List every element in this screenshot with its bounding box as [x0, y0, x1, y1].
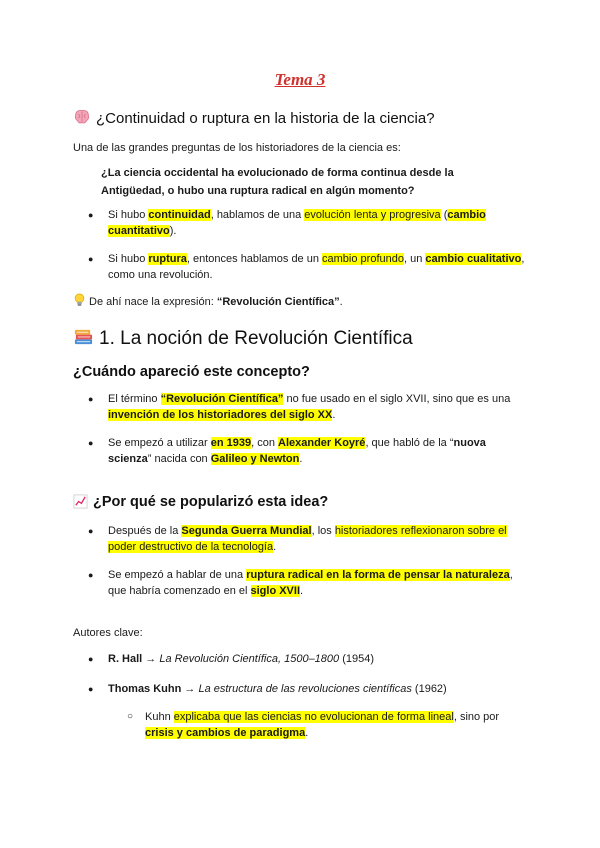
- key-question: ¿La ciencia occidental ha evolucionado de forma continua desde la Antigüedad, o hubo una ruptura radical en algún momento?: [101, 167, 454, 197]
- authors-label: Autores clave:: [73, 627, 143, 639]
- bullet-dot: ●: [88, 438, 94, 448]
- subheading-why: [73, 494, 328, 510]
- bullet-dot: ●: [88, 254, 94, 264]
- lightbulb-icon: [73, 293, 86, 307]
- sub-bullet-circle: ○: [127, 711, 134, 722]
- bullet-dot: ●: [88, 684, 94, 694]
- bullet-dot: ●: [88, 394, 94, 404]
- list-item: Si hubo continuidad, hablamos de una evolución lenta y progresiva (cambio cuantitativo).: [108, 209, 486, 237]
- section-heading-text: 1. La noción de Revolución Científica: [99, 328, 413, 349]
- list-item: Se empezó a utilizar en 1939, con Alexander Koyré, que habló de la “nuova scienza” nacida con Galileo y Newton.: [108, 437, 486, 465]
- intro-paragraph: Una de las grandes preguntas de los historiadores de la ciencia es:: [73, 142, 401, 154]
- brain-icon: [73, 108, 91, 126]
- list-item: R. Hall → La Revolución Científica, 1500–1800 (1954): [108, 653, 375, 665]
- subheading-when: ¿Cuándo apareció este concepto?: [73, 364, 310, 380]
- bullet-dot: ●: [88, 570, 94, 580]
- list-item: Se empezó a hablar de una ruptura radical en la forma de pensar la naturaleza, que habría comenzado en el siglo XVII.: [108, 569, 513, 597]
- bullet-dot: ●: [88, 654, 94, 664]
- list-item: Thomas Kuhn → La estructura de las revoluciones científicas (1962): [108, 683, 447, 695]
- conclusion-line: De ahí nace la expresión: “Revolución Científica”.: [73, 293, 543, 310]
- chart-increasing-icon: [73, 494, 88, 509]
- sub-list-item: Kuhn explicaba que las ciencias no evolucionan de forma lineal, sino por crisis y cambios de paradigma.: [145, 711, 500, 739]
- bullet-dot: ●: [88, 526, 94, 536]
- section-heading-continuity: [73, 108, 435, 127]
- list-item: Si hubo ruptura, entonces hablamos de un cambio profundo, un cambio cualitativo, como una revolución.: [108, 253, 525, 281]
- section-heading-text: ¿Continuidad o ruptura en la historia de la ciencia?: [96, 110, 435, 127]
- subheading-text: ¿Por qué se popularizó esta idea?: [93, 494, 329, 510]
- bullet-dot: ●: [88, 210, 94, 220]
- books-icon: [73, 326, 94, 347]
- list-item: El término “Revolución Científica” no fue usado en el siglo XVII, sino que es una invención de los historiadores del siglo XX.: [108, 393, 511, 421]
- section-heading-revolution: [73, 326, 413, 350]
- list-item: Después de la Segunda Guerra Mundial, los historiadores reflexionaron sobre el poder destructivo de la tecnología.: [108, 525, 507, 553]
- page-title: Tema 3: [274, 70, 326, 89]
